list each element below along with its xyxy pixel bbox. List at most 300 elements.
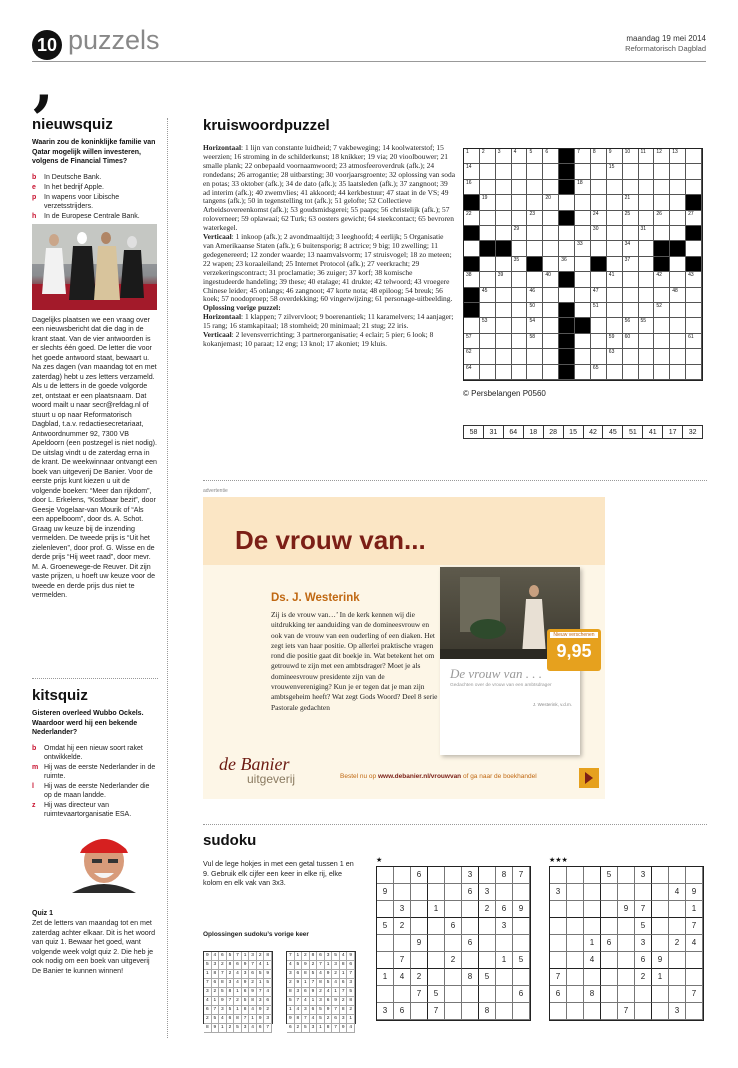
- grid-cell[interactable]: [623, 195, 639, 210]
- sudoku-cell[interactable]: 8: [479, 1003, 496, 1020]
- sudoku-cell[interactable]: [635, 884, 652, 901]
- sudoku-cell[interactable]: 5: [479, 969, 496, 986]
- grid-cell[interactable]: [639, 303, 655, 318]
- grid-cell[interactable]: [639, 149, 655, 164]
- grid-cell[interactable]: [591, 226, 607, 241]
- grid-cell[interactable]: [654, 226, 670, 241]
- sudoku-cell[interactable]: [567, 952, 584, 969]
- strip-cell[interactable]: 15: [564, 426, 584, 438]
- grid-cell[interactable]: [512, 318, 528, 333]
- sudoku-cell[interactable]: [513, 884, 530, 901]
- grid-cell[interactable]: [670, 149, 686, 164]
- grid-cell[interactable]: [654, 272, 670, 287]
- sudoku-cell[interactable]: 3: [496, 918, 513, 935]
- grid-cell[interactable]: [686, 211, 702, 226]
- grid-cell[interactable]: [591, 288, 607, 303]
- grid-cell[interactable]: [575, 365, 591, 380]
- grid-cell[interactable]: [607, 272, 623, 287]
- sudoku-cell[interactable]: 6: [394, 1003, 411, 1020]
- grid-cell[interactable]: [480, 303, 496, 318]
- sudoku-cell[interactable]: 2: [445, 952, 462, 969]
- sudoku-cell[interactable]: [496, 986, 513, 1003]
- sudoku-cell[interactable]: [601, 884, 618, 901]
- ad-order-line[interactable]: [340, 773, 537, 781]
- sudoku-cell[interactable]: 2: [479, 901, 496, 918]
- grid-cell[interactable]: [512, 195, 528, 210]
- grid-cell[interactable]: [512, 241, 528, 256]
- grid-cell[interactable]: [591, 211, 607, 226]
- sudoku-cell[interactable]: [428, 952, 445, 969]
- sudoku-cell[interactable]: 3: [635, 935, 652, 952]
- sudoku-cell[interactable]: [550, 1003, 567, 1020]
- grid-cell[interactable]: [686, 180, 702, 195]
- grid-cell[interactable]: [623, 272, 639, 287]
- grid-cell[interactable]: [512, 272, 528, 287]
- grid-cell[interactable]: [527, 365, 543, 380]
- grid-cell[interactable]: [480, 334, 496, 349]
- sudoku-cell[interactable]: [411, 952, 428, 969]
- sudoku-cell[interactable]: 3: [394, 901, 411, 918]
- grid-cell[interactable]: [527, 211, 543, 226]
- grid-cell[interactable]: [496, 211, 512, 226]
- sudoku-cell[interactable]: [686, 952, 703, 969]
- sudoku-cell[interactable]: [496, 935, 513, 952]
- sudoku-cell[interactable]: [496, 969, 513, 986]
- grid-cell[interactable]: [639, 226, 655, 241]
- grid-cell[interactable]: [686, 349, 702, 364]
- sudoku-cell[interactable]: 2: [411, 969, 428, 986]
- grid-cell[interactable]: [607, 318, 623, 333]
- sudoku-cell[interactable]: [584, 918, 601, 935]
- sudoku-cell[interactable]: 1: [584, 935, 601, 952]
- grid-cell[interactable]: [670, 303, 686, 318]
- sudoku-cell[interactable]: [550, 935, 567, 952]
- grid-cell[interactable]: [543, 226, 559, 241]
- grid-cell[interactable]: [639, 334, 655, 349]
- arrow-icon[interactable]: [579, 768, 599, 788]
- grid-cell[interactable]: [559, 195, 575, 210]
- sudoku-cell[interactable]: [567, 918, 584, 935]
- sudoku-cell[interactable]: 2: [635, 969, 652, 986]
- strip-cell[interactable]: 41: [643, 426, 663, 438]
- grid-cell[interactable]: [543, 180, 559, 195]
- ad-url-link[interactable]: www.debanier.nl/vrouwvan: [377, 773, 462, 780]
- sudoku-cell[interactable]: [567, 901, 584, 918]
- sudoku-cell[interactable]: [513, 969, 530, 986]
- grid-cell[interactable]: [527, 318, 543, 333]
- grid-cell[interactable]: [670, 272, 686, 287]
- grid-cell[interactable]: [639, 164, 655, 179]
- sudoku-cell[interactable]: [601, 986, 618, 1003]
- sudoku-cell[interactable]: [550, 901, 567, 918]
- sudoku-cell[interactable]: 1: [496, 952, 513, 969]
- grid-cell[interactable]: [575, 349, 591, 364]
- grid-cell[interactable]: [464, 149, 480, 164]
- grid-cell[interactable]: [575, 195, 591, 210]
- grid-cell[interactable]: [496, 149, 512, 164]
- strip-cell[interactable]: 64: [504, 426, 524, 438]
- grid-cell[interactable]: [512, 303, 528, 318]
- grid-cell[interactable]: [654, 195, 670, 210]
- grid-cell[interactable]: [464, 365, 480, 380]
- sudoku-cell[interactable]: 6: [601, 935, 618, 952]
- grid-cell[interactable]: [654, 303, 670, 318]
- sudoku-cell[interactable]: [669, 986, 686, 1003]
- grid-cell[interactable]: [591, 272, 607, 287]
- grid-cell[interactable]: [623, 349, 639, 364]
- strip-cell[interactable]: 58: [464, 426, 484, 438]
- sudoku-cell[interactable]: 7: [513, 867, 530, 884]
- grid-cell[interactable]: [496, 164, 512, 179]
- grid-cell[interactable]: [607, 164, 623, 179]
- sudoku-cell[interactable]: [394, 935, 411, 952]
- grid-cell[interactable]: [639, 211, 655, 226]
- grid-cell[interactable]: [686, 149, 702, 164]
- grid-cell[interactable]: [591, 180, 607, 195]
- sudoku-cell[interactable]: [652, 1003, 669, 1020]
- sudoku-cell[interactable]: 5: [377, 918, 394, 935]
- grid-cell[interactable]: [639, 288, 655, 303]
- sudoku-cell[interactable]: [377, 935, 394, 952]
- grid-cell[interactable]: [623, 164, 639, 179]
- sudoku-puzzle-easy[interactable]: [376, 866, 531, 1021]
- grid-cell[interactable]: [670, 365, 686, 380]
- grid-cell[interactable]: [480, 226, 496, 241]
- sudoku-cell[interactable]: 7: [635, 901, 652, 918]
- grid-cell[interactable]: [480, 180, 496, 195]
- grid-cell[interactable]: [527, 272, 543, 287]
- grid-cell[interactable]: [527, 241, 543, 256]
- sudoku-cell[interactable]: 6: [411, 867, 428, 884]
- grid-cell[interactable]: [639, 195, 655, 210]
- sudoku-cell[interactable]: [652, 867, 669, 884]
- sudoku-cell[interactable]: [377, 952, 394, 969]
- sudoku-cell[interactable]: [567, 986, 584, 1003]
- grid-cell[interactable]: [543, 211, 559, 226]
- grid-cell[interactable]: [527, 303, 543, 318]
- grid-cell[interactable]: [575, 164, 591, 179]
- grid-cell[interactable]: [464, 349, 480, 364]
- grid-cell[interactable]: [464, 164, 480, 179]
- grid-cell[interactable]: [575, 288, 591, 303]
- grid-cell[interactable]: [607, 334, 623, 349]
- advertisement[interactable]: [203, 497, 605, 799]
- grid-cell[interactable]: [623, 288, 639, 303]
- sudoku-cell[interactable]: 3: [550, 884, 567, 901]
- grid-cell[interactable]: [575, 211, 591, 226]
- grid-cell[interactable]: [512, 180, 528, 195]
- sudoku-cell[interactable]: [513, 935, 530, 952]
- grid-cell[interactable]: [575, 149, 591, 164]
- grid-cell[interactable]: [496, 257, 512, 272]
- sudoku-cell[interactable]: 3: [479, 884, 496, 901]
- sudoku-cell[interactable]: 9: [513, 901, 530, 918]
- grid-cell[interactable]: [575, 257, 591, 272]
- grid-cell[interactable]: [464, 211, 480, 226]
- sudoku-cell[interactable]: 8: [496, 867, 513, 884]
- grid-cell[interactable]: [543, 272, 559, 287]
- grid-cell[interactable]: [559, 257, 575, 272]
- sudoku-cell[interactable]: [428, 867, 445, 884]
- grid-cell[interactable]: [575, 334, 591, 349]
- sudoku-cell[interactable]: 7: [618, 1003, 635, 1020]
- grid-cell[interactable]: [480, 257, 496, 272]
- grid-cell[interactable]: [464, 318, 480, 333]
- grid-cell[interactable]: [527, 288, 543, 303]
- grid-cell[interactable]: [607, 349, 623, 364]
- grid-cell[interactable]: [496, 226, 512, 241]
- strip-cell[interactable]: 42: [584, 426, 604, 438]
- strip-cell[interactable]: 17: [663, 426, 683, 438]
- sudoku-cell[interactable]: 2: [394, 918, 411, 935]
- sudoku-cell[interactable]: [601, 969, 618, 986]
- sudoku-cell[interactable]: 4: [394, 969, 411, 986]
- grid-cell[interactable]: [623, 211, 639, 226]
- sudoku-cell[interactable]: [479, 918, 496, 935]
- grid-cell[interactable]: [639, 257, 655, 272]
- grid-cell[interactable]: [607, 211, 623, 226]
- sudoku-cell[interactable]: [618, 867, 635, 884]
- sudoku-cell[interactable]: 3: [462, 867, 479, 884]
- sudoku-cell[interactable]: 1: [377, 969, 394, 986]
- sudoku-cell[interactable]: [686, 1003, 703, 1020]
- grid-cell[interactable]: [543, 164, 559, 179]
- grid-cell[interactable]: [480, 149, 496, 164]
- sudoku-cell[interactable]: [669, 969, 686, 986]
- sudoku-cell[interactable]: [411, 918, 428, 935]
- grid-cell[interactable]: [686, 318, 702, 333]
- grid-cell[interactable]: [686, 365, 702, 380]
- sudoku-cell[interactable]: [479, 986, 496, 1003]
- sudoku-cell[interactable]: [513, 1003, 530, 1020]
- grid-cell[interactable]: [607, 257, 623, 272]
- grid-cell[interactable]: [639, 365, 655, 380]
- grid-cell[interactable]: [623, 180, 639, 195]
- sudoku-cell[interactable]: 8: [584, 986, 601, 1003]
- grid-cell[interactable]: [670, 164, 686, 179]
- sudoku-cell[interactable]: [669, 952, 686, 969]
- sudoku-cell[interactable]: [686, 969, 703, 986]
- grid-cell[interactable]: [575, 180, 591, 195]
- grid-cell[interactable]: [639, 349, 655, 364]
- grid-cell[interactable]: [512, 334, 528, 349]
- grid-cell[interactable]: [464, 334, 480, 349]
- sudoku-cell[interactable]: [445, 969, 462, 986]
- grid-cell[interactable]: [670, 334, 686, 349]
- grid-cell[interactable]: [512, 164, 528, 179]
- grid-cell[interactable]: [639, 241, 655, 256]
- sudoku-cell[interactable]: [635, 986, 652, 1003]
- grid-cell[interactable]: [591, 149, 607, 164]
- sudoku-cell[interactable]: [567, 867, 584, 884]
- grid-cell[interactable]: [543, 334, 559, 349]
- grid-cell[interactable]: [607, 288, 623, 303]
- grid-cell[interactable]: [639, 180, 655, 195]
- sudoku-cell[interactable]: 3: [377, 1003, 394, 1020]
- sudoku-cell[interactable]: [652, 901, 669, 918]
- strip-cell[interactable]: 45: [603, 426, 623, 438]
- sudoku-cell[interactable]: [445, 884, 462, 901]
- sudoku-cell[interactable]: [428, 969, 445, 986]
- sudoku-cell[interactable]: [462, 901, 479, 918]
- grid-cell[interactable]: [686, 334, 702, 349]
- sudoku-cell[interactable]: [428, 918, 445, 935]
- sudoku-cell[interactable]: [584, 901, 601, 918]
- sudoku-cell[interactable]: 6: [462, 935, 479, 952]
- sudoku-cell[interactable]: [601, 952, 618, 969]
- sudoku-cell[interactable]: [394, 986, 411, 1003]
- strip-cell[interactable]: 51: [623, 426, 643, 438]
- grid-cell[interactable]: [591, 365, 607, 380]
- grid-cell[interactable]: [480, 318, 496, 333]
- sudoku-cell[interactable]: [618, 952, 635, 969]
- sudoku-cell[interactable]: 5: [428, 986, 445, 1003]
- sudoku-cell[interactable]: 6: [550, 986, 567, 1003]
- strip-cell[interactable]: 18: [524, 426, 544, 438]
- sudoku-cell[interactable]: [601, 918, 618, 935]
- sudoku-cell[interactable]: [550, 867, 567, 884]
- grid-cell[interactable]: [575, 272, 591, 287]
- grid-cell[interactable]: [543, 318, 559, 333]
- sudoku-cell[interactable]: 6: [462, 884, 479, 901]
- sudoku-cell[interactable]: 2: [669, 935, 686, 952]
- sudoku-cell[interactable]: 9: [652, 952, 669, 969]
- sudoku-cell[interactable]: [411, 901, 428, 918]
- grid-cell[interactable]: [591, 241, 607, 256]
- sudoku-cell[interactable]: 5: [513, 952, 530, 969]
- sudoku-cell[interactable]: [428, 884, 445, 901]
- grid-cell[interactable]: [607, 195, 623, 210]
- sudoku-cell[interactable]: [584, 884, 601, 901]
- grid-cell[interactable]: [543, 241, 559, 256]
- grid-cell[interactable]: [670, 226, 686, 241]
- grid-cell[interactable]: [496, 288, 512, 303]
- grid-cell[interactable]: [543, 349, 559, 364]
- sudoku-cell[interactable]: 6: [496, 901, 513, 918]
- grid-cell[interactable]: [496, 180, 512, 195]
- grid-cell[interactable]: [591, 164, 607, 179]
- grid-cell[interactable]: [527, 226, 543, 241]
- grid-cell[interactable]: [496, 365, 512, 380]
- grid-cell[interactable]: [496, 272, 512, 287]
- grid-cell[interactable]: [591, 349, 607, 364]
- sudoku-cell[interactable]: [445, 986, 462, 1003]
- grid-cell[interactable]: [480, 211, 496, 226]
- sudoku-cell[interactable]: 1: [652, 969, 669, 986]
- grid-cell[interactable]: [686, 164, 702, 179]
- strip-cell[interactable]: 32: [688, 429, 697, 436]
- sudoku-cell[interactable]: [479, 952, 496, 969]
- grid-cell[interactable]: [607, 241, 623, 256]
- grid-cell[interactable]: [512, 226, 528, 241]
- grid-cell[interactable]: [654, 288, 670, 303]
- sudoku-cell[interactable]: 4: [584, 952, 601, 969]
- grid-cell[interactable]: [607, 149, 623, 164]
- grid-cell[interactable]: [654, 149, 670, 164]
- strip-cell[interactable]: 31: [484, 426, 504, 438]
- grid-cell[interactable]: [527, 164, 543, 179]
- grid-cell[interactable]: [639, 318, 655, 333]
- sudoku-cell[interactable]: [584, 969, 601, 986]
- sudoku-cell[interactable]: [584, 1003, 601, 1020]
- sudoku-cell[interactable]: [618, 884, 635, 901]
- grid-cell[interactable]: [591, 334, 607, 349]
- grid-cell[interactable]: [654, 211, 670, 226]
- grid-cell[interactable]: [686, 303, 702, 318]
- sudoku-cell[interactable]: [411, 1003, 428, 1020]
- sudoku-cell[interactable]: 7: [550, 969, 567, 986]
- grid-cell[interactable]: [543, 149, 559, 164]
- sudoku-cell[interactable]: [567, 884, 584, 901]
- sudoku-cell[interactable]: [411, 884, 428, 901]
- grid-cell[interactable]: [591, 318, 607, 333]
- sudoku-cell[interactable]: [567, 969, 584, 986]
- grid-cell[interactable]: [543, 303, 559, 318]
- grid-cell[interactable]: [607, 226, 623, 241]
- grid-cell[interactable]: [623, 149, 639, 164]
- grid-cell[interactable]: [496, 318, 512, 333]
- sudoku-cell[interactable]: [496, 1003, 513, 1020]
- sudoku-cell[interactable]: [618, 918, 635, 935]
- grid-cell[interactable]: [686, 241, 702, 256]
- grid-cell[interactable]: [512, 149, 528, 164]
- sudoku-cell[interactable]: 7: [394, 952, 411, 969]
- sudoku-cell[interactable]: 1: [686, 901, 703, 918]
- sudoku-cell[interactable]: [445, 1003, 462, 1020]
- sudoku-cell[interactable]: [462, 918, 479, 935]
- sudoku-cell[interactable]: [601, 901, 618, 918]
- grid-cell[interactable]: [527, 149, 543, 164]
- sudoku-cell[interactable]: [618, 935, 635, 952]
- sudoku-cell[interactable]: [669, 901, 686, 918]
- grid-cell[interactable]: [496, 303, 512, 318]
- grid-cell[interactable]: [623, 303, 639, 318]
- grid-cell[interactable]: [654, 334, 670, 349]
- grid-cell[interactable]: [654, 180, 670, 195]
- sudoku-cell[interactable]: [462, 952, 479, 969]
- grid-cell[interactable]: [480, 272, 496, 287]
- sudoku-puzzle-hard[interactable]: [549, 866, 704, 1021]
- sudoku-cell[interactable]: 3: [669, 1003, 686, 1020]
- sudoku-cell[interactable]: [394, 884, 411, 901]
- grid-cell[interactable]: [512, 211, 528, 226]
- grid-cell[interactable]: [512, 349, 528, 364]
- sudoku-cell[interactable]: [496, 884, 513, 901]
- grid-cell[interactable]: [480, 164, 496, 179]
- sudoku-cell[interactable]: 7: [411, 986, 428, 1003]
- sudoku-cell[interactable]: 7: [686, 918, 703, 935]
- grid-cell[interactable]: [543, 365, 559, 380]
- sudoku-cell[interactable]: 7: [428, 1003, 445, 1020]
- sudoku-cell[interactable]: [618, 969, 635, 986]
- sudoku-cell[interactable]: [428, 935, 445, 952]
- sudoku-cell[interactable]: [479, 935, 496, 952]
- grid-cell[interactable]: [464, 241, 480, 256]
- grid-cell[interactable]: [639, 272, 655, 287]
- sudoku-cell[interactable]: 9: [618, 901, 635, 918]
- sudoku-cell[interactable]: [652, 935, 669, 952]
- sudoku-cell[interactable]: 6: [445, 918, 462, 935]
- sudoku-cell[interactable]: [394, 867, 411, 884]
- sudoku-cell[interactable]: [445, 867, 462, 884]
- sudoku-cell[interactable]: [567, 935, 584, 952]
- grid-cell[interactable]: [543, 288, 559, 303]
- sudoku-cell[interactable]: 9: [686, 884, 703, 901]
- grid-cell[interactable]: [607, 180, 623, 195]
- sudoku-cell[interactable]: [601, 1003, 618, 1020]
- grid-cell[interactable]: [512, 365, 528, 380]
- sudoku-cell[interactable]: [377, 867, 394, 884]
